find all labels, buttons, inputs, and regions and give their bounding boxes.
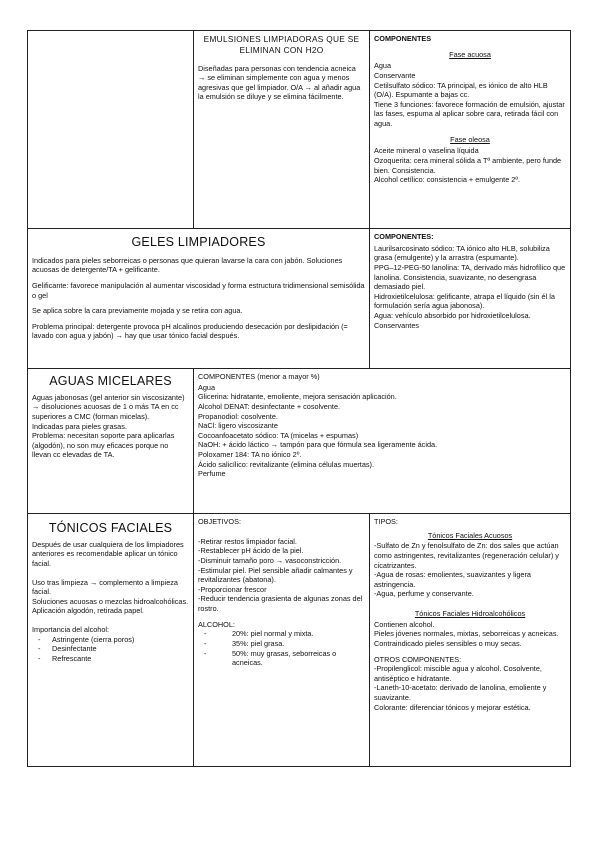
list-item: Conservantes [374, 320, 420, 330]
tonicos-p2c: Aplicación algodón, retirada papel. [32, 606, 144, 616]
list-item: Colorante: diferenciar tónicos y mejorar estética. [374, 702, 531, 712]
emulsiones-components-cell [370, 31, 571, 229]
empty-cell [28, 31, 194, 229]
fase-acuosa-title: Fase acuosa [449, 49, 491, 59]
tonicos-cell [28, 514, 194, 767]
row-geles [28, 229, 571, 369]
geles-p4: Problema principal: detergente provoca pH alcalinos produciendo desecación por deslipidación (= lavado con agua y jabón) → hay que usar tónico facial después. [32, 321, 348, 341]
notes-page [27, 30, 570, 767]
list-item: Ácido salicílico: revitalizante (elimina células muertas). [198, 459, 375, 469]
components-header: COMPONENTES (menor a mayor %) [198, 372, 320, 381]
list-item: -Agua, perfume y conservante. [374, 589, 474, 599]
list-item: - 50%: muy grasas, seborreicas o acneicas. [198, 649, 365, 668]
list-item: Aceite mineral o vaselina líquida [374, 146, 479, 156]
aguas-text3: Problema: necesitan soporte para aplicarlas (algodón), no son muy eficaces porque no llevan cc elevadas de TA. [32, 431, 175, 460]
geles-title: GELES LIMPIADORES [131, 235, 266, 249]
list-item: Hidroxietilcelulosa: gelificante, atrapa el líquido (sin él la formulación sería agua jabonosa). [374, 291, 555, 311]
row-emulsiones [28, 31, 571, 229]
objetivos-header: OBJETIVOS: [198, 517, 241, 526]
tipos-cell [370, 514, 571, 767]
otros-componentes-header: OTROS COMPONENTES: [374, 654, 462, 664]
list-item: Contienen alcohol. [374, 619, 435, 629]
list-item: Alcohol cetílico: consistencia + emulgente 2º. [374, 175, 521, 185]
list-item: Contraindicado pieles sensibles o muy secas. [374, 638, 522, 648]
list-item: -Estimular piel. Piel sensible añadir calmantes y revitalizantes (abatona). [198, 565, 353, 585]
tipos-header: TIPOS: [374, 517, 398, 526]
list-item: -Propilenglicol: miscible agua y alcohol. Cosolvente, antiséptico e hidratante. [374, 664, 542, 683]
list-item: Perfume [198, 469, 226, 479]
aguas-title: AGUAS MICELARES [49, 374, 172, 388]
tonicos-p2a: Uso tras limpieza → complemento a limpieza facial. [32, 577, 178, 597]
emulsiones-text: Diseñadas para personas con tendencia acneica → se eliminan simplemente con agua y menos agresivas que gel limpiador. O/A → al añadir agua la emulsión se diluye y se elimina fácilmente. [198, 63, 361, 102]
list-item: Conservante [374, 70, 416, 80]
tonicos-hidroalcoholicos-title: Tónicos Faciales Hidroalcohólicos [414, 609, 526, 618]
list-item: - Desinfectante [32, 644, 189, 654]
aguas-text: Aguas jabonosas (gel anterior sin viscosizante) → disoluciones acuosas de 1 o más TA en cc superiores a CMC (forman micelas). [32, 392, 185, 421]
tonicos-p2b: Soluciones acuosas o mezclas hidroalcohólicas. [32, 596, 189, 606]
list-item: -Agua de rosas: emolientes, suavizantes y ligera astringencia. [374, 570, 531, 589]
list-item: Tiene 3 funciones: favorece formación de emulsión, ajustar las fases, espuma al aplicar sobre cara, retirada fácil con agua. [374, 99, 565, 128]
tonicos-p1: Después de usar cualquiera de los limpiadores anteriores es recomendable aplicar un tónico facial. [32, 539, 184, 568]
geles-p2: Gelificante: favorece manipulación al aumentar viscosidad y forma estructura tridimensional semisólida o gel [32, 280, 365, 300]
geles-p1: Indicados para pieles seborreicas o personas que quieran lavarse la cara con jabón. Soluciones acuosas de detergente/TA + gelificante. [32, 255, 343, 275]
geles-p3: Se aplica sobre la cara previamente mojada y se retira con agua. [32, 306, 243, 316]
list-item: -Reducir tendencia grasienta de algunas zonas del rostro. [198, 594, 363, 613]
list-item: NaCl: ligero viscosizante [198, 421, 278, 431]
geles-cell [28, 229, 370, 369]
list-item: Agua [198, 382, 216, 392]
objetivos-cell [194, 514, 370, 767]
list-item: - Refrescante [32, 654, 189, 664]
tonicos-acuosos-title: Tónicos Faciales Acuosos [427, 530, 513, 540]
aguas-text2: Indicadas para pieles grasas. [32, 421, 127, 431]
list-item: - Astringente (cierra poros) [32, 635, 189, 645]
list-item: Alcohol DENAT: desinfectante + cosolvente. [198, 401, 341, 411]
list-item: - 35%: piel grasa. [198, 639, 365, 649]
alcohol-header: ALCOHOL: [198, 619, 235, 629]
notes-table [27, 30, 571, 767]
list-item: -Proporcionar frescor [198, 584, 267, 594]
list-item: Glicerina: hidratante, emoliente, mejora sensación aplicación. [198, 392, 397, 402]
tonicos-title: TÓNICOS FACIALES [48, 521, 173, 535]
list-item: PPG–12-PEG-50 lanolina: TA, derivado más hidrofílico que lanolina. Consistencia, suavizante, no desengrasa demasiado piel. [374, 262, 566, 292]
list-item: Laurilsarcosinato sódico: TA iónico alto HLB, solubiliza grasa (emulgente) y la arrastra (espumante). [374, 243, 550, 263]
emulsiones-cell [194, 31, 370, 229]
list-item: -Laneth-10-acetato: derivado de lanolina, emoliente y suavizante. [374, 683, 547, 702]
list-item: Agua: vehículo absorbido por hidroxietilcelulosa. [374, 311, 531, 320]
components-header: COMPONENTES: [374, 232, 434, 241]
row-tonicos [28, 514, 571, 767]
list-item: Agua [374, 61, 392, 71]
list-item: Pieles jóvenes normales, mixtas, seborreicas y acneicas. [374, 629, 559, 639]
aguas-cell [28, 369, 194, 514]
components-header: COMPONENTES [374, 34, 432, 43]
list-item: Ozoquerita: cera mineral sólida a Tª ambiente, pero funde bien. Consistencia. [374, 155, 562, 175]
list-item: Cetilsulfato sódico: TA principal, es iónico de alto HLB (O/A). Espumante a bajas cc. [374, 80, 548, 100]
list-item: Propanodiol: cosolvente. [198, 411, 278, 421]
aguas-components-cell [194, 369, 571, 514]
emulsiones-title: EMULSIONES LIMPIADORAS QUE SE ELIMINAN CON H2O [203, 34, 360, 55]
fase-oleosa-title: Fase oleosa [450, 134, 490, 144]
list-item: - 20%: piel normal y mixta. [198, 629, 365, 639]
list-item: -Sulfato de Zn y fenolsulfato de Zn: dos sales que actúan como astringentes, revitalizantes (regeneración celular) y cicatrizantes. [374, 541, 559, 570]
list-item: -Retirar restos limpiador facial. [198, 536, 297, 546]
row-aguas-micelares [28, 369, 571, 514]
list-item: Poloxamer 184: TA no iónico 2º. [198, 450, 302, 459]
list-item: -Disminuir tamaño poro → vasoconstricción. [198, 555, 342, 565]
list-item: NaOH: + ácido láctico → tampón para que fórmula sea ligeramente ácida. [198, 440, 438, 450]
geles-components-cell [370, 229, 571, 369]
list-item: Cocoanfoacetato sódico: TA (micelas + espumas) [198, 430, 359, 440]
list-item: -Restablecer pH ácido de la piel. [198, 546, 304, 556]
alcohol-title: Importancia del alcohol: [32, 625, 110, 634]
